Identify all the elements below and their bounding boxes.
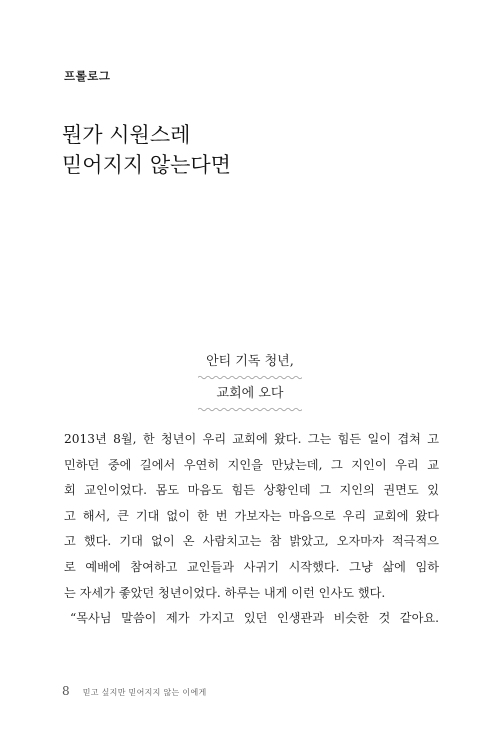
body-line: 2013년 8월, 한 청년이 우리 교회에 왔다. 그는 힘든 일이 겹쳐 고 — [64, 432, 439, 446]
chapter-title — [62, 120, 231, 180]
page-number: 8 — [62, 684, 70, 698]
wavy-underline-1 — [198, 375, 302, 380]
body-line: 고 해서, 큰 기대 없이 한 번 가보자는 마음으로 우리 교회에 왔다 — [64, 508, 439, 523]
wavy-underline-2 — [198, 407, 302, 412]
page-footer — [62, 680, 207, 699]
body-line: 회 교인이었다. 몸도 마음도 힘든 상황인데 그 지인의 권면도 있 — [64, 483, 439, 498]
chapter-title-line-2: 믿어지지 않는다면 — [62, 153, 231, 177]
body-line: 민하던 중에 길에서 우연히 지인을 만났는데, 그 지인이 우리 교 — [64, 457, 439, 472]
running-book-title: 믿고 싶지만 믿어지지 않는 이에게 — [82, 688, 207, 697]
chapter-title-line-1: 뭔가 시원스레 — [62, 123, 191, 147]
body-paragraph — [64, 427, 439, 632]
subtitle-line-2: 교회에 오다 — [216, 386, 284, 401]
section-label: 프롤로그 — [64, 69, 111, 83]
body-line-quote: “목사님 말씀이 제가 가지고 있던 인생관과 비슷한 것 같아요. — [70, 611, 439, 626]
body-line: 로 예배에 참여하고 교인들과 사귀기 시작했다. 그냥 삶에 임하 — [64, 559, 439, 574]
subtitle-line-1: 안티 기독 청년, — [206, 354, 294, 369]
body-line: 고 했다. 기대 없이 온 사람치고는 참 밝았고, 오자마자 적극적으 — [64, 534, 439, 549]
chapter-subtitle — [0, 352, 500, 416]
body-line: 는 자세가 좋았던 청년이었다. 하루는 내게 이런 인사도 했다. — [64, 585, 386, 600]
